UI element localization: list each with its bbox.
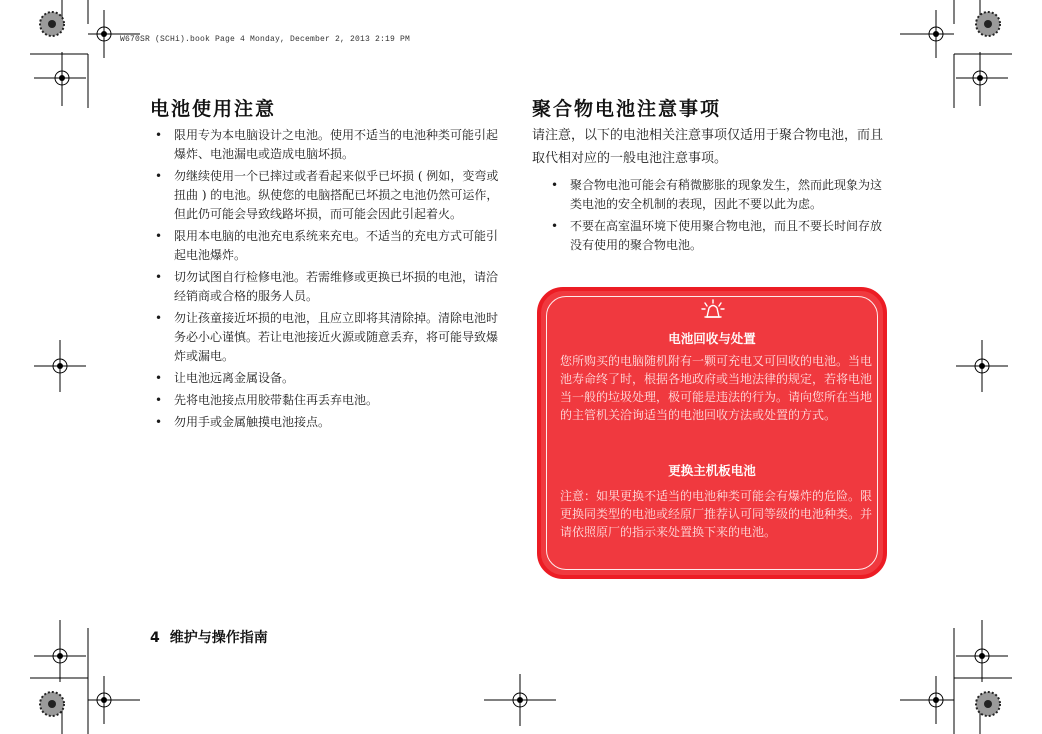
- left-section-title: 电池使用注意: [150, 98, 277, 120]
- list-item: • 勿让孩童接近坏损的电池，且应立即将其清除掉。清除电池时务必小心谨慎。若让电池接近火源或随意丢弃，将可能导致爆炸或漏电。: [152, 309, 508, 366]
- list-item: • 让电池远离金属设备。: [152, 369, 508, 388]
- list-item: • 不要在高室温环境下使用聚合物电池，而且不要长时间存放没有使用的聚合物电池。: [548, 217, 892, 255]
- right-column-list: [548, 176, 892, 258]
- list-item: • 限用专为本电脑设计之电池。使用不适当的电池种类可能引起爆炸、电池漏电或造成电脑坏损。: [152, 126, 508, 164]
- left-bullet-list: [152, 126, 508, 432]
- right-intro-text: 请注意，以下的电池相关注意事项仅适用于聚合物电池，而且取代相对应的一般电池注意事项。: [532, 128, 884, 166]
- page-number: 4: [150, 630, 160, 646]
- right-bullet-list: [548, 176, 892, 255]
- warning-box: [537, 287, 887, 579]
- motherboard-battery-heading: 更换主机板电池: [668, 463, 756, 478]
- footer-section-title: 维护与操作指南: [169, 630, 268, 646]
- list-item: • 勿用手或金属触摸电池接点。: [152, 413, 508, 432]
- left-column: [152, 126, 508, 435]
- motherboard-battery-text: 注意：如果更换不适当的电池种类可能会有爆炸的危险。限更换同类型的电池或经原厂推荐认可同等级的电池种类。并请依照原厂的指示来处置换下来的电池。: [560, 489, 873, 539]
- recycling-text: 您所购买的电脑随机附有一颗可充电又可回收的电池。当电池寿命终了时，根据各地政府或当地法律的规定，若将电池当一般的垃圾处理，极可能是违法的行为。请向您所在当地的主管机关洽询适当的电池回收方法或处置的方式。: [560, 354, 873, 422]
- page-footer: [150, 627, 268, 647]
- print-header-line: W670SR (SCHi).book Page 4 Monday, December 2, 2013 2:19 PM: [120, 35, 411, 44]
- list-item: • 聚合物电池可能会有稍微膨胀的现象发生，然而此现象为这类电池的安全机制的表现，因此不要以此为虑。: [548, 176, 892, 214]
- alarm-icon: [700, 298, 726, 320]
- right-section-title: 聚合物电池注意事项: [532, 98, 722, 120]
- list-item: • 先将电池接点用胶带黏住再丢弃电池。: [152, 391, 508, 410]
- list-item: • 限用本电脑的电池充电系统来充电。不适当的充电方式可能引起电池爆炸。: [152, 227, 508, 265]
- recycling-heading: 电池回收与处置: [668, 331, 756, 346]
- list-item: • 勿继续使用一个已摔过或者看起来似乎已坏损 ( 例如，变弯或扭曲 ) 的电池。纵使您的电脑搭配已坏损之电池仍然可运作，但此仍可能会导致线路坏损，而可能会因此引起着火。: [152, 167, 508, 224]
- list-item: • 切勿试图自行检修电池。若需维修或更换已坏损的电池，请洽经销商或合格的服务人员。: [152, 268, 508, 306]
